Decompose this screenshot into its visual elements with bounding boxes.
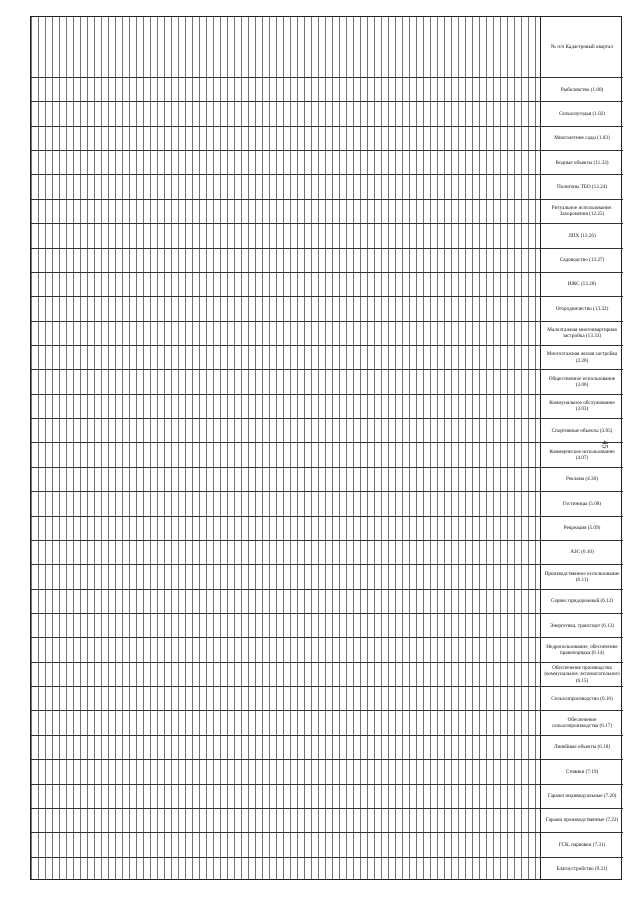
table-row-rule bbox=[31, 199, 540, 200]
table-header-cell: Энергетика, транспорт (6.13) bbox=[541, 613, 623, 637]
table-row-rule bbox=[31, 759, 540, 760]
table-row-rule bbox=[31, 150, 540, 151]
table-header-cell: Водные объекты (11.33) bbox=[541, 150, 623, 174]
table-row-rule bbox=[31, 126, 540, 127]
table-row-rule bbox=[31, 710, 540, 711]
table-header-cell: Стоянки (7.19) bbox=[541, 759, 623, 783]
table-header-cell: Садоводство (13.27) bbox=[541, 248, 623, 272]
table-row-rule bbox=[31, 491, 540, 492]
table-row-rule bbox=[31, 442, 540, 443]
table-header-cell: Общественное использование (3.00) bbox=[541, 369, 623, 393]
table-row-rule bbox=[31, 589, 540, 590]
table-header-cell: Сельхозпроизводство (6.16) bbox=[541, 686, 623, 710]
table-header-cell: Коммунальное обслуживание (3.03) bbox=[541, 394, 623, 418]
table-row-rule bbox=[31, 101, 540, 102]
table-row-rule bbox=[31, 369, 540, 370]
table-header-cell: ЛПХ (13.26) bbox=[541, 223, 623, 247]
table-header-cell: Спортивные объекты (3.05) bbox=[541, 418, 623, 442]
table-header-cell: ГСК, парковки (7.31) bbox=[541, 832, 623, 856]
table-header-cell: Гаражи производственные (7.22) bbox=[541, 808, 623, 832]
table-header-cell: Многоэтажная жилая застройка (2.20) bbox=[541, 345, 623, 369]
table-header-cell: АЗС (6.10) bbox=[541, 540, 623, 564]
table-row-rules bbox=[31, 17, 540, 879]
table-row-rule bbox=[31, 418, 540, 419]
table-header-cell: Реклама (4.30) bbox=[541, 467, 623, 491]
table-row-rule bbox=[31, 516, 540, 517]
table-row-rule bbox=[31, 296, 540, 297]
table-header-column bbox=[541, 17, 623, 879]
table-header-cell: Малоэтажная многоквартирная застройка (13.33) bbox=[541, 321, 623, 345]
table-header-cell: Многолетние сады (1.03) bbox=[541, 126, 623, 150]
table-row-rule bbox=[31, 832, 540, 833]
table-row-rule bbox=[31, 662, 540, 663]
table-header-cell: Рыболовство (1.00) bbox=[541, 77, 623, 101]
table-header-cell: Гостиницы (5.08) bbox=[541, 491, 623, 515]
table-header-cell: Линейные объекты (6.18) bbox=[541, 735, 623, 759]
table-header-cell: Рекреация (5.09) bbox=[541, 516, 623, 540]
table-row-rule bbox=[31, 857, 540, 858]
table-row-rule bbox=[31, 223, 540, 224]
table-header-cell: Производственное использование (6.11) bbox=[541, 564, 623, 588]
table-header-cell: Коммерческое использование (4.07) bbox=[541, 442, 623, 466]
table-row-rule bbox=[31, 637, 540, 638]
table-row-rule bbox=[31, 735, 540, 736]
table-row-rule bbox=[31, 77, 540, 78]
rotated-data-table bbox=[30, 16, 622, 880]
table-header-cell: Благоустройство (9.21) bbox=[541, 857, 623, 881]
table-row-rule bbox=[31, 345, 540, 346]
table-row-rule bbox=[31, 784, 540, 785]
table-row-rule bbox=[31, 174, 540, 175]
table-header-cell: Гаражи индивидуальные (7.20) bbox=[541, 784, 623, 808]
table-header-cell: Сервис придорожный (6.12) bbox=[541, 589, 623, 613]
table-header-cell: Обеспечение производства (коммунальное, вспомогательное) (6.15) bbox=[541, 662, 623, 686]
table-row-rule bbox=[31, 272, 540, 273]
table-row-rule bbox=[31, 808, 540, 809]
table-row-rule bbox=[31, 564, 540, 565]
page-number: 45 bbox=[600, 440, 610, 449]
table-header-cell: ИЖС (13.28) bbox=[541, 272, 623, 296]
table-header-cell: Недропользование, обеспечение правопорядка (6.14) bbox=[541, 637, 623, 661]
table-header-number-cadastral: № п/п Кадастровый квартал bbox=[551, 43, 613, 50]
table-row-rule bbox=[31, 613, 540, 614]
table-header-cell: Обеспечение сельхозпроизводства (6.17) bbox=[541, 710, 623, 734]
table-row-rule bbox=[31, 467, 540, 468]
table-header-cell: Огородничество (13.32) bbox=[541, 296, 623, 320]
table-header-cell: Ритуальное использование. Захоронения (12.25) bbox=[541, 199, 623, 223]
table-header-cell: Сельхозугодья (1.02) bbox=[541, 101, 623, 125]
table-row-rule bbox=[31, 540, 540, 541]
table-row-rule bbox=[31, 394, 540, 395]
table-row-rule bbox=[31, 686, 540, 687]
table-data-grid bbox=[31, 17, 541, 879]
table-row-rule bbox=[31, 321, 540, 322]
table-row-rule bbox=[31, 248, 540, 249]
table-header-cell: Полигоны ТБО (12.24) bbox=[541, 174, 623, 198]
